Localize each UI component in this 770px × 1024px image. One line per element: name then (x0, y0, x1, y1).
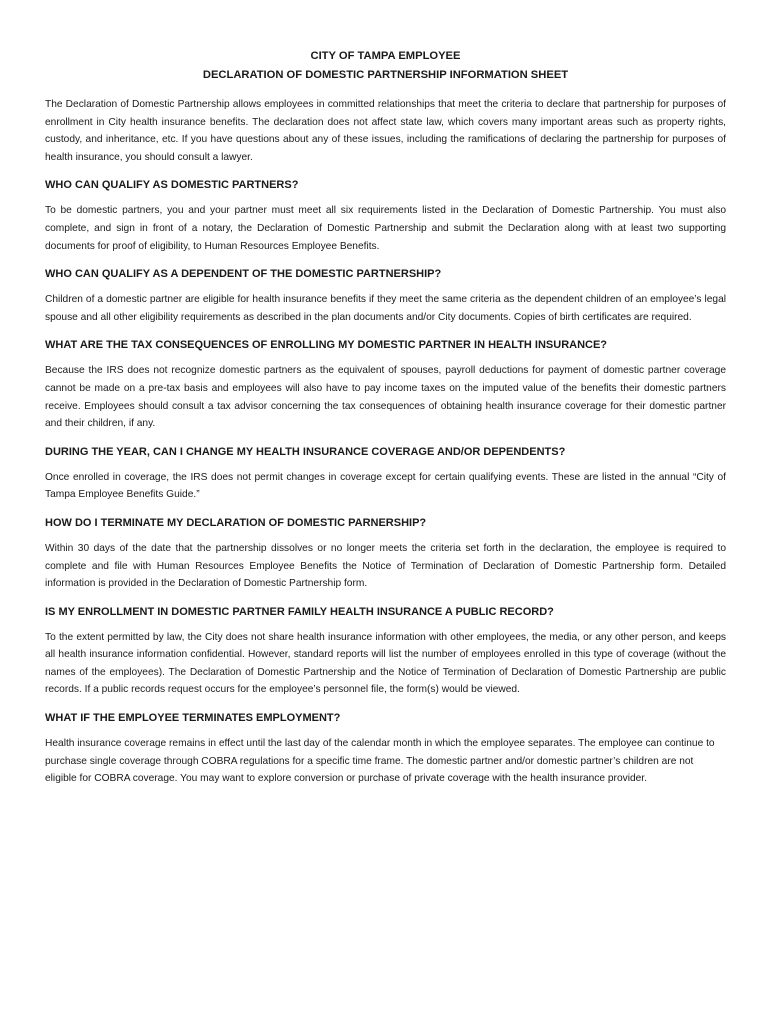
section-heading-dependent: WHO CAN QUALIFY AS A DEPENDENT OF THE DOMESTIC PARTNERSHIP? (45, 268, 442, 281)
section-body-dependent: Children of a domestic partner are eligible for health insurance benefits if they meet the same criteria as the dependent children of an employee’s legal spouse and all other eligibility requirements as described in the plan documents and/or City documents. Copies of birth certificates are required. (45, 294, 726, 323)
section-heading-employment: WHAT IF THE EMPLOYEE TERMINATES EMPLOYMENT? (45, 712, 341, 725)
section-body-employment: Health insurance coverage remains in effect until the last day of the calendar month in which the employee separates. The employee can continue to purchase single coverage through COBRA regulations for a specific time frame. The domestic partner and/or domestic partner’s children are not eligible for COBRA coverage. You may want to explore conversion or purchase of private coverage with the health insurance provider. (45, 738, 715, 785)
title-line-1: CITY OF TAMPA EMPLOYEE (310, 50, 461, 62)
section-body-qualify: To be domestic partners, you and your partner must meet all six requirements listed in the Declaration of Domestic Partnership. You must also complete, and sign in front of a notary, the Declaration of Domestic Partnership and submit the Declaration along with at least two supporting documents for proof of eligibility, to Human Resources Employee Benefits. (45, 205, 726, 252)
section-body-public-record: To the extent permitted by law, the City does not share health insurance information with other employees, the media, or any other person, and keeps all health insurance information confidential. However, standard reports will list the number of employees enrolled in this type of coverage (without the names of the employees). The Declaration of Domestic Partnership and the Notice of Termination of Declaration of Domestic Partnership are public records. If a public records request occurs for the employee’s personnel file, the form(s) would be viewed. (45, 631, 726, 696)
title-line-2: DECLARATION OF DOMESTIC PARTNERSHIP INFORMATION SHEET (202, 69, 569, 81)
section-heading-change-coverage: DURING THE YEAR, CAN I CHANGE MY HEALTH INSURANCE COVERAGE AND/OR DEPENDENTS? (45, 445, 566, 458)
section-heading-terminate: HOW DO I TERMINATE MY DECLARATION OF DOMESTIC PARNERSHIP? (45, 516, 427, 529)
section-body-change-coverage: Once enrolled in coverage, the IRS does not permit changes in coverage except for certain qualifying events. These are listed in the annual “City of Tampa Employee Benefits Guide.” (45, 471, 726, 501)
section-heading-public-record: IS MY ENROLLMENT IN DOMESTIC PARTNER FAMILY HEALTH INSURANCE A PUBLIC RECORD? (45, 605, 554, 618)
intro-paragraph: The Declaration of Domestic Partnership allows employees in committed relationships that meet the criteria to declare that partnership for purposes of enrollment in City health insurance benefits. The declaration does not affect state law, which covers many important areas such as property rights, custody, and inheritance, etc. If you have questions about any of these issues, including the ramifications of declaring the partnership for purposes of health insurance, you should consult a lawyer. (45, 99, 726, 163)
section-heading-tax: WHAT ARE THE TAX CONSEQUENCES OF ENROLLING MY DOMESTIC PARTNER IN HEALTH INSURANCE? (45, 339, 608, 352)
section-body-tax: Because the IRS does not recognize domestic partners as the equivalent of spouses, payroll deductions for payment of domestic partner coverage cannot be made on a pre-tax basis and employees will also have to pay income taxes on the imputed value of the benefits their domestic partners receive. Employees should consult a tax advisor concerning the tax consequences of obtaining health insurance coverage for their domestic partner and their children, if any. (45, 365, 726, 430)
document-title (45, 47, 726, 85)
document-content (45, 47, 726, 788)
section-heading-qualify: WHO CAN QUALIFY AS DOMESTIC PARTNERS? (45, 179, 299, 192)
section-body-terminate: Within 30 days of the date that the partnership dissolves or no longer meets the criteria set forth in the declaration, the employee is required to complete and file with Human Resources Employee Benefits the Notice of Termination of Declaration of Domestic Partnership form. Detailed information is provided in the Declaration of Domestic Partnership form. (45, 542, 726, 590)
